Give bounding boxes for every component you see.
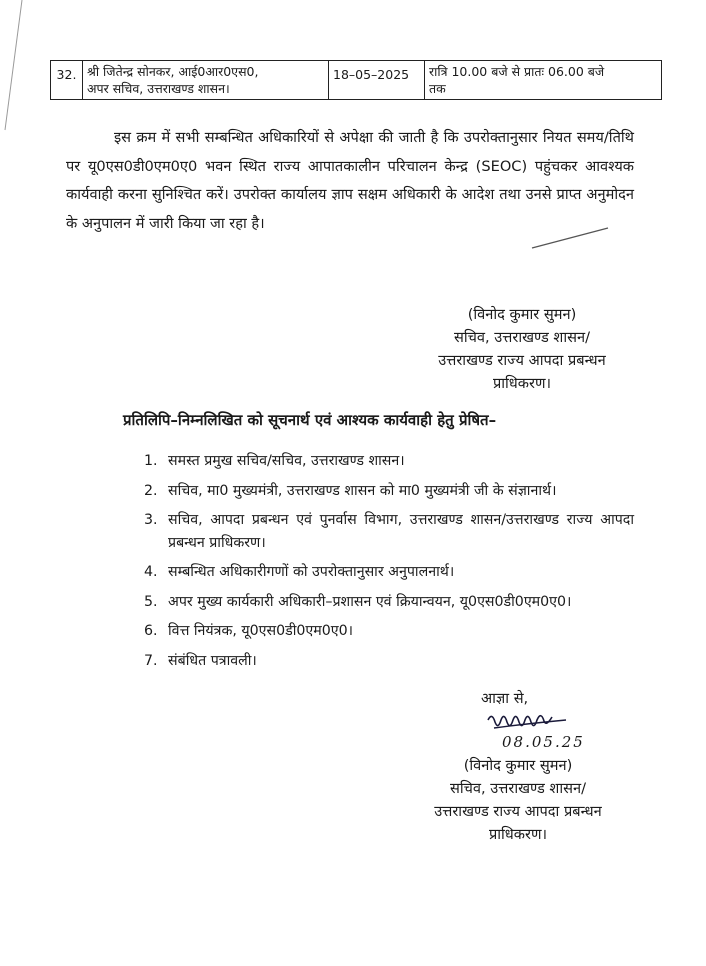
signatory-title-3: प्राधिकरण। (488, 826, 548, 843)
signature-block-2 (368, 754, 668, 846)
list-item: 7. संबंधित पत्रावली। (144, 652, 257, 669)
time-cell (425, 61, 661, 99)
copy-to-heading: प्रतिलिपि–निम्नलिखित को सूचनार्थ एवं आश्यक कार्यवाही हेतु प्रेषित– (123, 411, 497, 429)
list-item: 6. वित्त नियंत्रक, यू0एस0डी0एम0ए0। (144, 623, 354, 639)
by-order-text: आज्ञा से, (481, 690, 529, 707)
serial-cell: 32. (51, 61, 83, 99)
time-line-1: रात्रि 10.00 बजे से प्रातः 06.00 बजे (429, 64, 605, 79)
officer-name: श्री जितेन्द्र सोनकर, आई0आर0एस0, (87, 64, 259, 79)
handwritten-signature (486, 708, 576, 734)
copy-to-list (144, 450, 634, 679)
instruction-paragraph (66, 124, 634, 238)
signatory-title-3: प्राधिकरण। (492, 375, 552, 392)
officer-cell (83, 61, 329, 99)
list-item: 3. सचिव, आपदा प्रबन्धन एवं पुनर्वास विभाग, उत्तराखण्ड शासन/उत्तराखण्ड राज्य आपदा प्रबन्धन प्राधिकरण। (144, 512, 634, 551)
date-cell: 18–05–2025 (329, 61, 425, 99)
paragraph-text: इस क्रम में सभी सम्बन्धित अधिकारियों से अपेक्षा की जाती है कि उपरोक्तानुसार नियत समय/तिथि पर यू0एस0डी0एम0ए0 भवन स्थित राज्य आपातकालीन परिचालन केन्द्र (SEOC) पहुंचकर आवश्यक कार्यवाही करना सुनिश्चित करें। उपरोक्त कार्यालय ज्ञाप सक्षम अधिकारी के आदेश तथा उनसे प्राप्त अनुमोदन के अनुपालन में जारी किया जा रहा है। (66, 129, 634, 232)
officer-designation: अपर सचिव, उत्तराखण्ड शासन। (87, 81, 230, 96)
signatory-title-2: उत्तराखण्ड राज्य आपदा प्रबन्धन (434, 803, 602, 820)
signatory-name: (विनोद कुमार सुमन) (467, 306, 577, 323)
signatory-title-1: सचिव, उत्तराखण्ड शासन/ (453, 329, 591, 346)
signature-block-1 (372, 303, 672, 395)
signatory-title-1: सचिव, उत्तराखण्ड शासन/ (449, 780, 587, 797)
list-item: 5. अपर मुख्य कार्यकारी अधिकारी–प्रशासन एवं क्रियान्वयन, यू0एस0डी0एम0ए0। (144, 593, 572, 610)
time-line-2: तक (429, 81, 446, 96)
list-item: 2. सचिव, मा0 मुख्यमंत्री, उत्तराखण्ड शासन को मा0 मुख्यमंत्री जी के संज्ञानार्थ। (144, 482, 557, 499)
list-item: 4. सम्बन्धित अधिकारीगणों को उपरोक्तानुसार अनुपालनार्थ। (144, 564, 455, 580)
schedule-table-row (50, 60, 662, 100)
handwritten-date: 08.05.25 (502, 733, 585, 751)
list-item: 1. समस्त प्रमुख सचिव/सचिव, उत्तराखण्ड शासन। (144, 453, 405, 469)
signatory-title-2: उत्तराखण्ड राज्य आपदा प्रबन्धन (438, 352, 606, 369)
signatory-name: (विनोद कुमार सुमन) (463, 757, 573, 774)
